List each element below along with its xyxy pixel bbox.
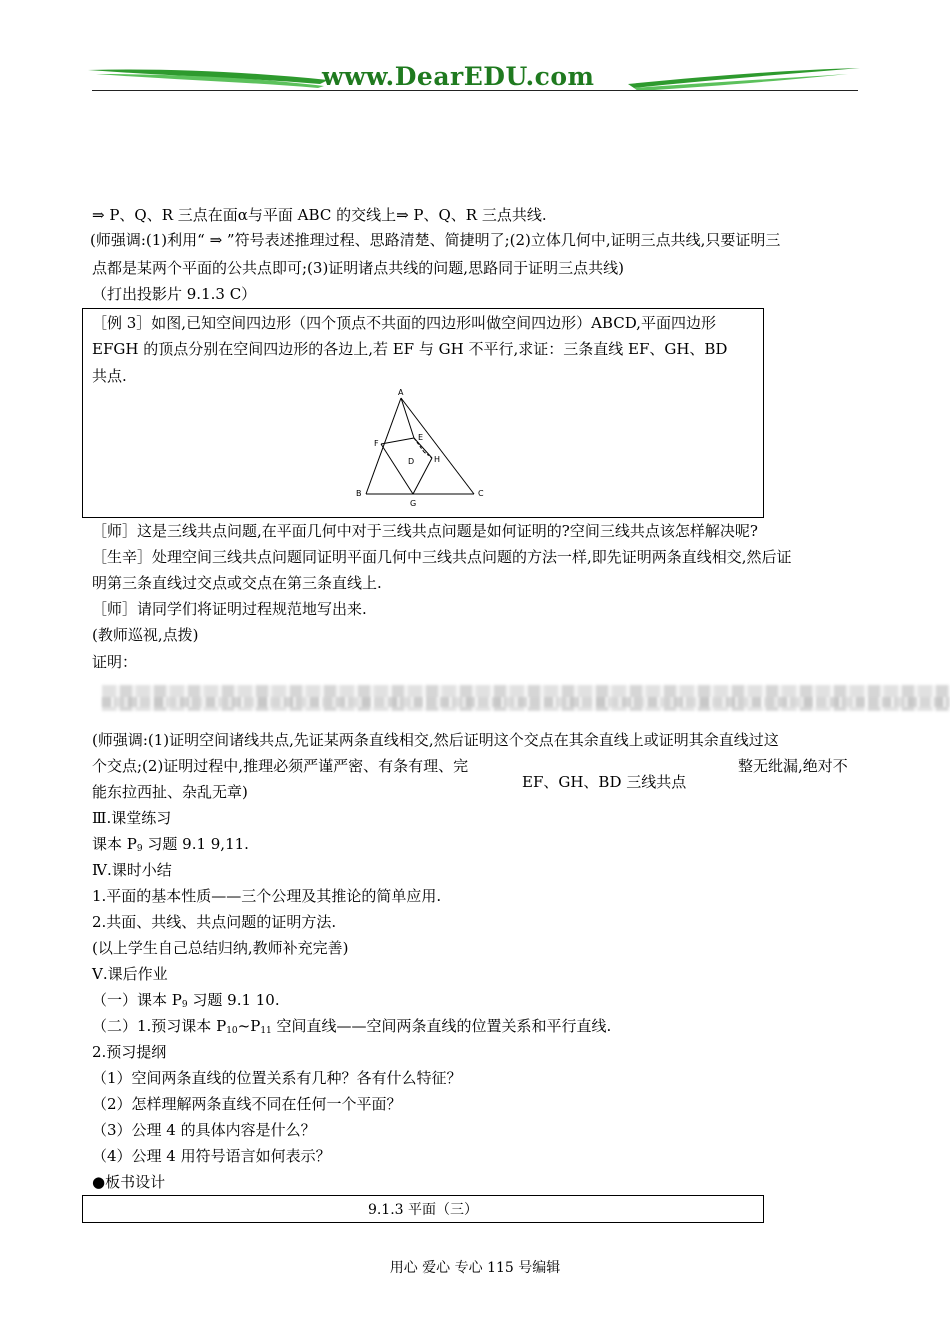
blurred-proof-overlay bbox=[102, 697, 950, 707]
emphasis-line: (师强调:(1)证明空间诸线共点,先证某两条直线相交,然后证明这个交点在其余直线上或证明其余直线过这 bbox=[92, 731, 779, 749]
text-line: （打出投影片 9.1.3 C） bbox=[92, 285, 257, 303]
header-brand: www.DearEDU.com bbox=[322, 62, 595, 91]
label-a: A bbox=[398, 388, 404, 397]
emphasis-overlay: EF、GH、BD 三线共点 bbox=[522, 773, 687, 791]
homework-line: （二）1.预习课本 $P_{10}\sim P_{11}$ 空间直线——空间两条直线的位置关系和平行直线. bbox=[92, 1017, 612, 1036]
example-line: EFGH 的顶点分别在空间四边形的各边上,若 EF 与 GH 不平行,求证：三条直线 EF、GH、BD bbox=[92, 340, 728, 358]
board-title: 9.1.3 平面（三） bbox=[367, 1202, 479, 1218]
dialog-line: 明第三条直线过交点或交点在第三条直线上. bbox=[92, 574, 382, 592]
geometry-figure bbox=[352, 386, 492, 510]
dialog-line: (教师巡视,点拨) bbox=[92, 626, 199, 644]
label-e: E bbox=[418, 433, 424, 442]
practice-line: 课本 $P_9$ 习题 9.1 9,11. bbox=[92, 835, 249, 854]
emphasis-line: 能东拉西扯、杂乱无章) bbox=[92, 783, 248, 801]
label-d: D bbox=[408, 457, 415, 466]
section-heading: Ⅲ.课堂练习 bbox=[92, 809, 172, 827]
section-heading: Ⅴ.课后作业 bbox=[92, 965, 168, 983]
emphasis-line: 个交点;(2)证明过程中,推理必须严谨严密、有条有理、完 bbox=[92, 757, 469, 775]
text-line: 点都是某两个平面的公共点即可;(3)证明诸点共线的问题,思路同于证明三点共线) bbox=[92, 259, 624, 277]
label-c: C bbox=[478, 489, 484, 498]
label-f: F bbox=[374, 439, 379, 448]
dialog-line: ［师］请同学们将证明过程规范地写出来. bbox=[92, 600, 367, 618]
label-h: H bbox=[434, 455, 441, 464]
summary-line: (以上学生自己总结归纳,教师补充完善) bbox=[92, 939, 349, 957]
outline-question: （4）公理 4 用符号语言如何表示？ bbox=[92, 1147, 331, 1165]
label-b: B bbox=[356, 489, 362, 498]
outline-question: （2）怎样理解两条直线不同在任何一个平面？ bbox=[92, 1095, 402, 1113]
label-g: G bbox=[410, 499, 417, 508]
header-divider bbox=[92, 90, 858, 91]
example-line: ［例 3］如图,已知空间四边形（四个顶点不共面的四边形叫做空间四边形）ABCD,平面四边形 bbox=[92, 314, 716, 332]
emphasis-line: 整无纰漏,绝对不 bbox=[738, 757, 848, 775]
example-line: 共点. bbox=[92, 367, 127, 385]
homework-line: （一）课本 $P_9$ 习题 9.1 10. bbox=[92, 991, 280, 1010]
summary-line: 1.平面的基本性质——三个公理及其推论的简单应用. bbox=[92, 887, 442, 905]
text-line: ⇒ P、Q、R 三点在面α与平面 ABC 的交线上⇒ P、Q、R 三点共线. bbox=[92, 206, 547, 224]
board-title-box bbox=[82, 1195, 764, 1223]
dialog-line: ［师］这是三线共点问题,在平面几何中对于三线共点问题是如何证明的?空间三线共点该怎样解决呢? bbox=[92, 522, 758, 540]
dialog-line: ［生辛］处理空间三线共点问题同证明平面几何中三线共点问题的方法一样,即先证明两条直线相交,然后证 bbox=[92, 548, 792, 566]
page-footer: 用心 爱心 专心 115 号编辑 bbox=[389, 1260, 561, 1276]
proof-label: 证明： bbox=[92, 653, 138, 671]
outline-question: （1）空间两条直线的位置关系有几种？各有什么特征？ bbox=[92, 1069, 462, 1087]
homework-line: 2.预习提纲 bbox=[92, 1043, 167, 1061]
outline-question: （3）公理 4 的具体内容是什么？ bbox=[92, 1121, 316, 1139]
summary-line: 2.共面、共线、共点问题的证明方法. bbox=[92, 913, 337, 931]
text-line: (师强调:(1)利用“ ⇒ ”符号表述推理过程、思路清楚、简捷明了;(2)立体几何中,证明三点共线,只要证明三 bbox=[90, 231, 781, 249]
section-heading: Ⅳ.课时小结 bbox=[92, 861, 172, 879]
section-heading: ●板书设计 bbox=[92, 1173, 166, 1191]
